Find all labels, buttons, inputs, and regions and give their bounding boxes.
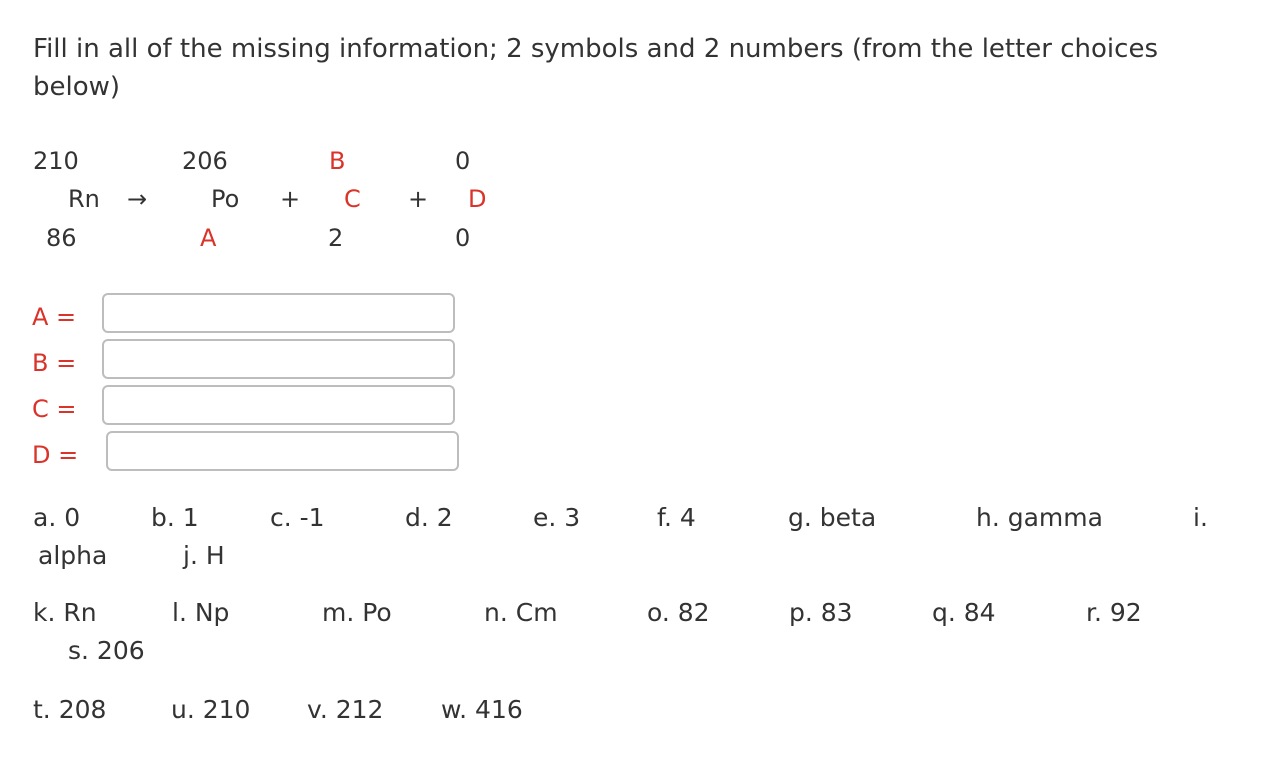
choice-item: p. 83 <box>789 598 853 627</box>
reactant-atomic-number: 86 <box>46 224 77 252</box>
choice-item: f. 4 <box>657 503 696 532</box>
choice-item: s. 206 <box>68 636 145 665</box>
reactant-mass-number: 210 <box>33 147 79 175</box>
product3-mass-number: 0 <box>455 147 471 175</box>
product1-symbol: Po <box>211 185 240 213</box>
reaction-arrow-icon: → <box>127 185 148 213</box>
choice-item: o. 82 <box>647 598 710 627</box>
answer-b-field[interactable] <box>102 339 455 379</box>
answer-a-field[interactable] <box>102 293 455 333</box>
plus-sign: + <box>280 185 301 213</box>
choice-item: v. 212 <box>307 695 384 724</box>
choice-item: m. Po <box>322 598 392 627</box>
choice-item: b. 1 <box>151 503 199 532</box>
answer-label-c: C = <box>32 395 77 423</box>
product1-atomic-number-blank: A <box>200 224 217 252</box>
plus-sign: + <box>408 185 429 213</box>
choice-item: e. 3 <box>533 503 581 532</box>
product3-atomic-number: 0 <box>455 224 471 252</box>
choice-item: i. <box>1193 503 1208 532</box>
choice-item: r. 92 <box>1086 598 1142 627</box>
choice-item: q. 84 <box>932 598 996 627</box>
product2-symbol-blank: C <box>344 185 361 213</box>
product3-symbol-blank: D <box>468 185 487 213</box>
answer-label-b: B = <box>32 349 77 377</box>
product2-atomic-number: 2 <box>328 224 344 252</box>
reactant-symbol: Rn <box>68 185 100 213</box>
choice-item: g. beta <box>788 503 877 532</box>
choice-item: a. 0 <box>33 503 81 532</box>
question-text: Fill in all of the missing information; 2 symbols and 2 numbers (from the letter choices below) <box>33 34 1158 102</box>
choice-item: alpha <box>38 541 108 570</box>
product2-mass-number-blank: B <box>329 147 346 175</box>
answer-c-field[interactable] <box>102 385 455 425</box>
choice-item: c. -1 <box>270 503 325 532</box>
choice-item: w. 416 <box>441 695 523 724</box>
product1-mass-number: 206 <box>182 147 228 175</box>
choice-item: l. Np <box>172 598 230 627</box>
choice-item: d. 2 <box>405 503 453 532</box>
answer-label-d: D = <box>32 441 79 469</box>
choice-item: u. 210 <box>171 695 251 724</box>
answer-label-a: A = <box>32 303 77 331</box>
choice-item: j. H <box>183 541 225 570</box>
choice-item: n. Cm <box>484 598 558 627</box>
answer-d-field[interactable] <box>106 431 459 471</box>
choice-item: k. Rn <box>33 598 97 627</box>
choice-item: t. 208 <box>33 695 107 724</box>
choice-item: h. gamma <box>976 503 1103 532</box>
